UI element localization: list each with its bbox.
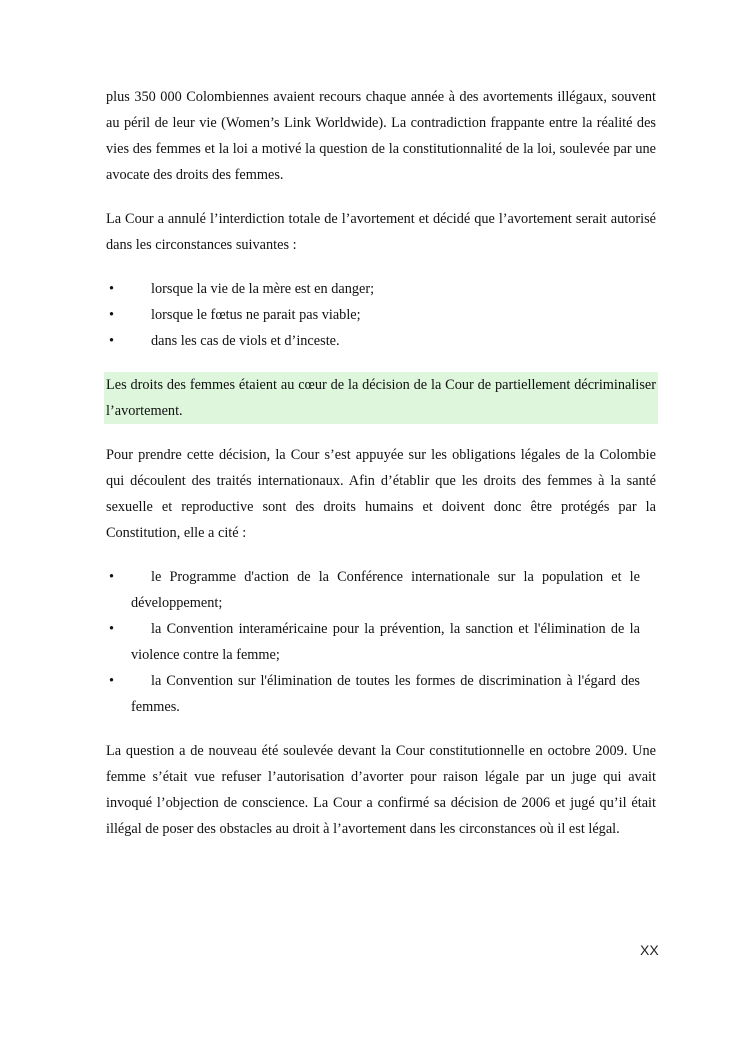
circumstances-list xyxy=(106,276,656,354)
bullet-icon: • xyxy=(109,621,115,637)
list-item: • lorsque le fœtus ne parait pas viable; xyxy=(106,302,656,328)
highlighted-paragraph: Les droits des femmes étaient au cœur de la décision de la Cour de partiellement décriminaliser l’avortement. xyxy=(104,372,658,424)
paragraph-legal-obligations: Pour prendre cette décision, la Cour s’est appuyée sur les obligations légales de la Colombie qui découlent des traités internationaux. Afin d’établir que les droits des femmes à la santé sexuelle et reproductive sont des droits humains et doivent donc être protégés par la Constitution, elle a cité : xyxy=(106,447,656,541)
page-number: XX xyxy=(640,942,659,958)
list-item: • la Convention sur l'élimination de toutes les formes de discrimination à l'égard des femmes. xyxy=(106,668,656,720)
list-item: • lorsque la vie de la mère est en danger; xyxy=(106,276,656,302)
document-page xyxy=(106,84,656,842)
bullet-icon: • xyxy=(109,333,115,349)
bullet-icon: • xyxy=(109,281,115,297)
list-item: • dans les cas de viols et d’inceste. xyxy=(106,328,656,354)
bullet-icon: • xyxy=(109,569,115,585)
paragraph-intro: plus 350 000 Colombiennes avaient recours chaque année à des avortements illégaux, souvent au péril de leur vie (Women’s Link Worldwide). La contradiction frappante entre la réalité des vies des femmes et la loi a motivé la question de la constitutionnalité de la loi, soulevée par une avocate des droits des femmes. xyxy=(106,89,656,183)
list-item: • la Convention interaméricaine pour la prévention, la sanction et l'élimination de la violence contre la femme; xyxy=(106,616,656,668)
paragraph-court-decision: La Cour a annulé l’interdiction totale de l’avortement et décidé que l’avortement serait autorisé dans les circonstances suivantes : xyxy=(106,211,656,253)
bullet-icon: • xyxy=(109,307,115,323)
treaties-list xyxy=(106,564,656,720)
bullet-icon: • xyxy=(109,673,115,689)
list-item: • le Programme d'action de la Conférence internationale sur la population et le développement; xyxy=(106,564,656,616)
paragraph-2009-case: La question a de nouveau été soulevée devant la Cour constitutionnelle en octobre 2009. Une femme s’était vue refuser l’autorisation d’avorter pour raison légale par un juge qui avait invoqué l’objection de conscience. La Cour a confirmé sa décision de 2006 et jugé qu’il était illégal de poser des obstacles au droit à l’avortement dans les circonstances où il est légal. xyxy=(106,743,656,837)
